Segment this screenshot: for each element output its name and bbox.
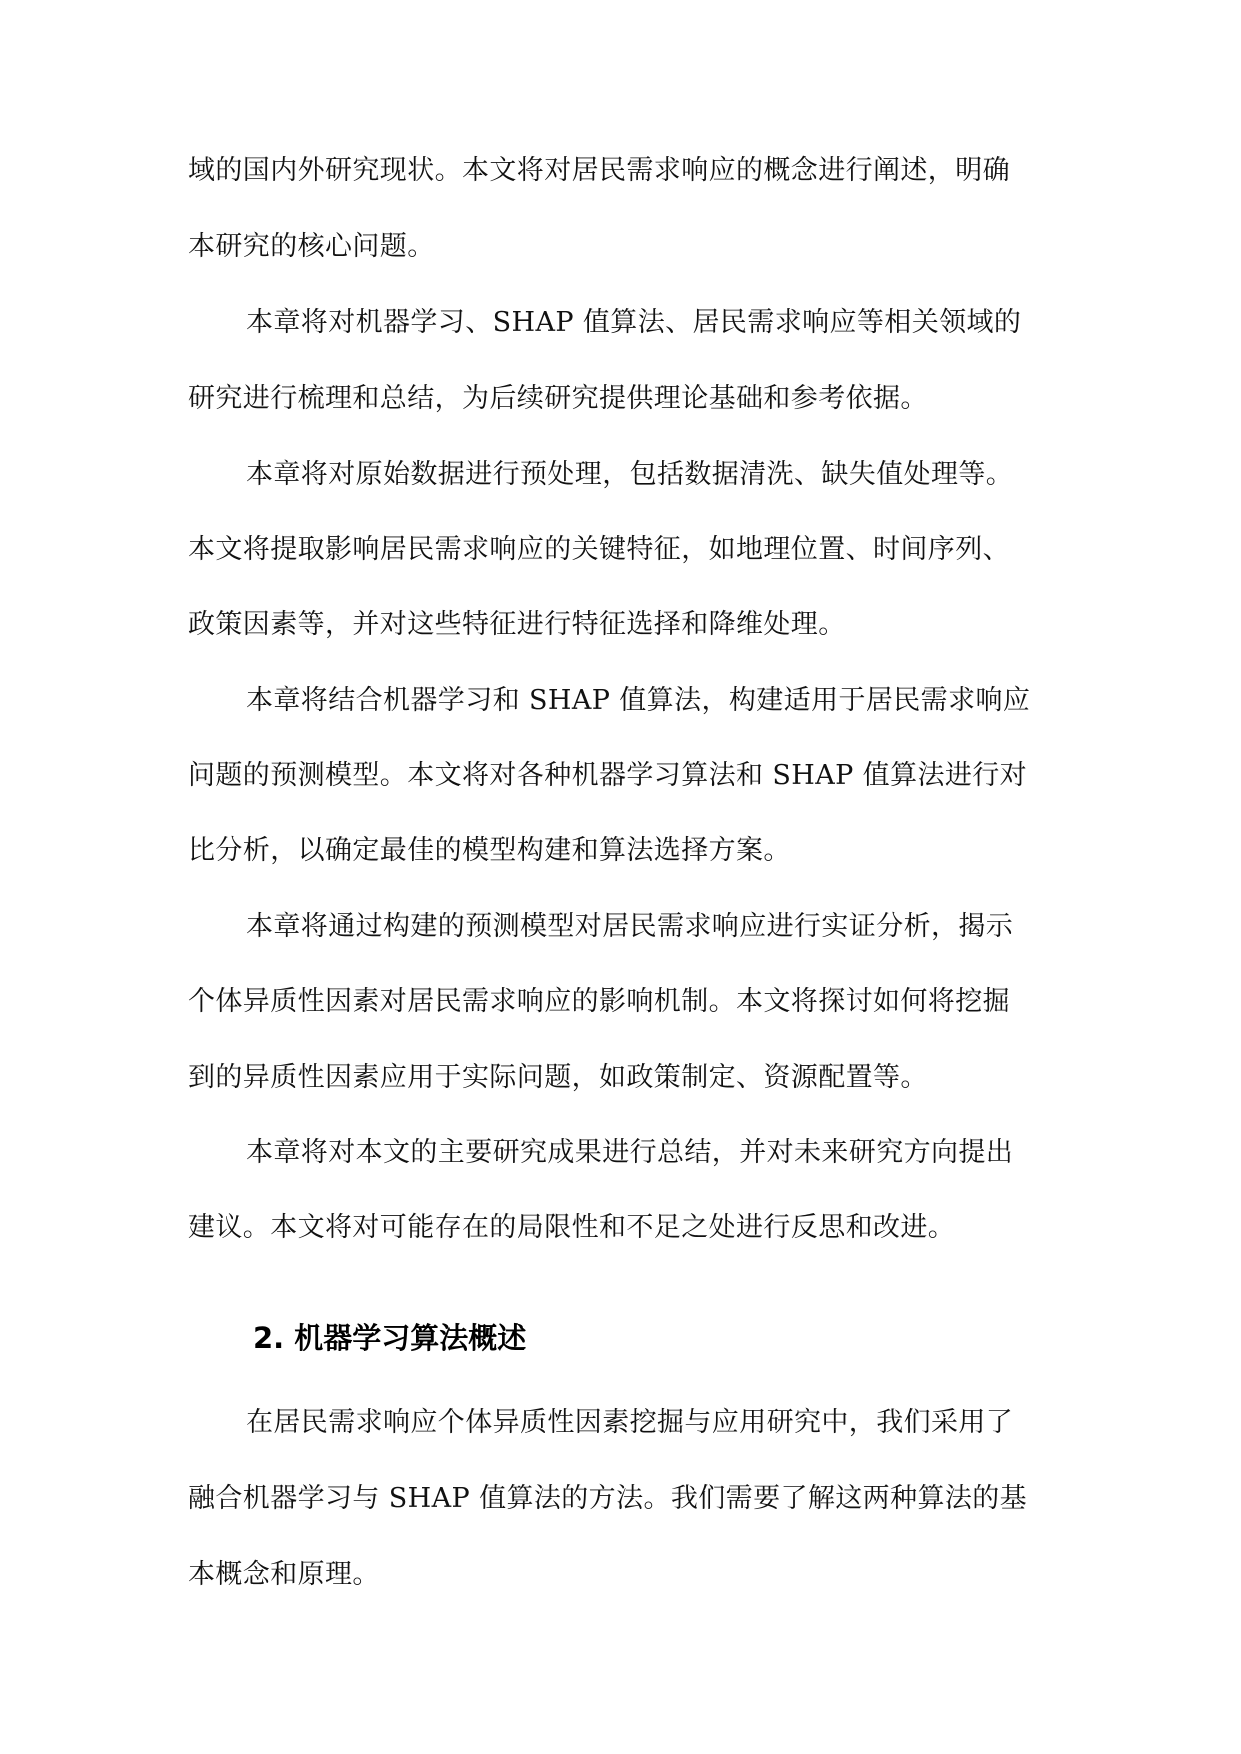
paragraph-line: 比分析，以确定最佳的模型构建和算法选择方案。 xyxy=(188,835,791,866)
paragraph-line: 本章将对本文的主要研究成果进行总结，并对未来研究方向提出 xyxy=(246,1137,1014,1168)
paragraph-line: 域的国内外研究现状。本文将对居民需求响应的概念进行阐述，明确 xyxy=(188,155,1010,186)
paragraph-line: 本章将通过构建的预测模型对居民需求响应进行实证分析，揭示 xyxy=(246,911,1014,942)
paragraph-line: 政策因素等，并对这些特征进行特征选择和降维处理。 xyxy=(188,609,846,640)
paragraph-line: 本章将结合机器学习和 SHAP 值算法，构建适用于居民需求响应 xyxy=(246,685,1031,716)
paragraph-line: 本章将对机器学习、SHAP 值算法、居民需求响应等相关领域的 xyxy=(246,307,1022,338)
paragraph-line: 建议。本文将对可能存在的局限性和不足之处进行反思和改进。 xyxy=(188,1212,956,1243)
paragraph-line: 研究进行梳理和总结，为后续研究提供理论基础和参考依据。 xyxy=(188,383,928,414)
paragraph-line: 问题的预测模型。本文将对各种机器学习算法和 SHAP 值算法进行对 xyxy=(188,760,1028,791)
paragraph-line: 本文将提取影响居民需求响应的关键特征，如地理位置、时间序列、 xyxy=(188,534,1010,565)
paragraph-line: 到的异质性因素应用于实际问题，如政策制定、资源配置等。 xyxy=(188,1062,928,1093)
paragraph-line: 个体异质性因素对居民需求响应的影响机制。本文将探讨如何将挖掘 xyxy=(188,986,1010,1017)
paragraph-line: 本章将对原始数据进行预处理，包括数据清洗、缺失值处理等。 xyxy=(246,459,1014,490)
paragraph-line: 融合机器学习与 SHAP 值算法的方法。我们需要了解这两种算法的基 xyxy=(188,1483,1028,1514)
paragraph-line: 本概念和原理。 xyxy=(188,1559,380,1590)
paragraph-line: 在居民需求响应个体异质性因素挖掘与应用研究中，我们采用了 xyxy=(246,1407,1014,1438)
paragraph-line: 本研究的核心问题。 xyxy=(188,231,435,262)
section-heading: 2. 机器学习算法概述 xyxy=(253,1321,527,1355)
